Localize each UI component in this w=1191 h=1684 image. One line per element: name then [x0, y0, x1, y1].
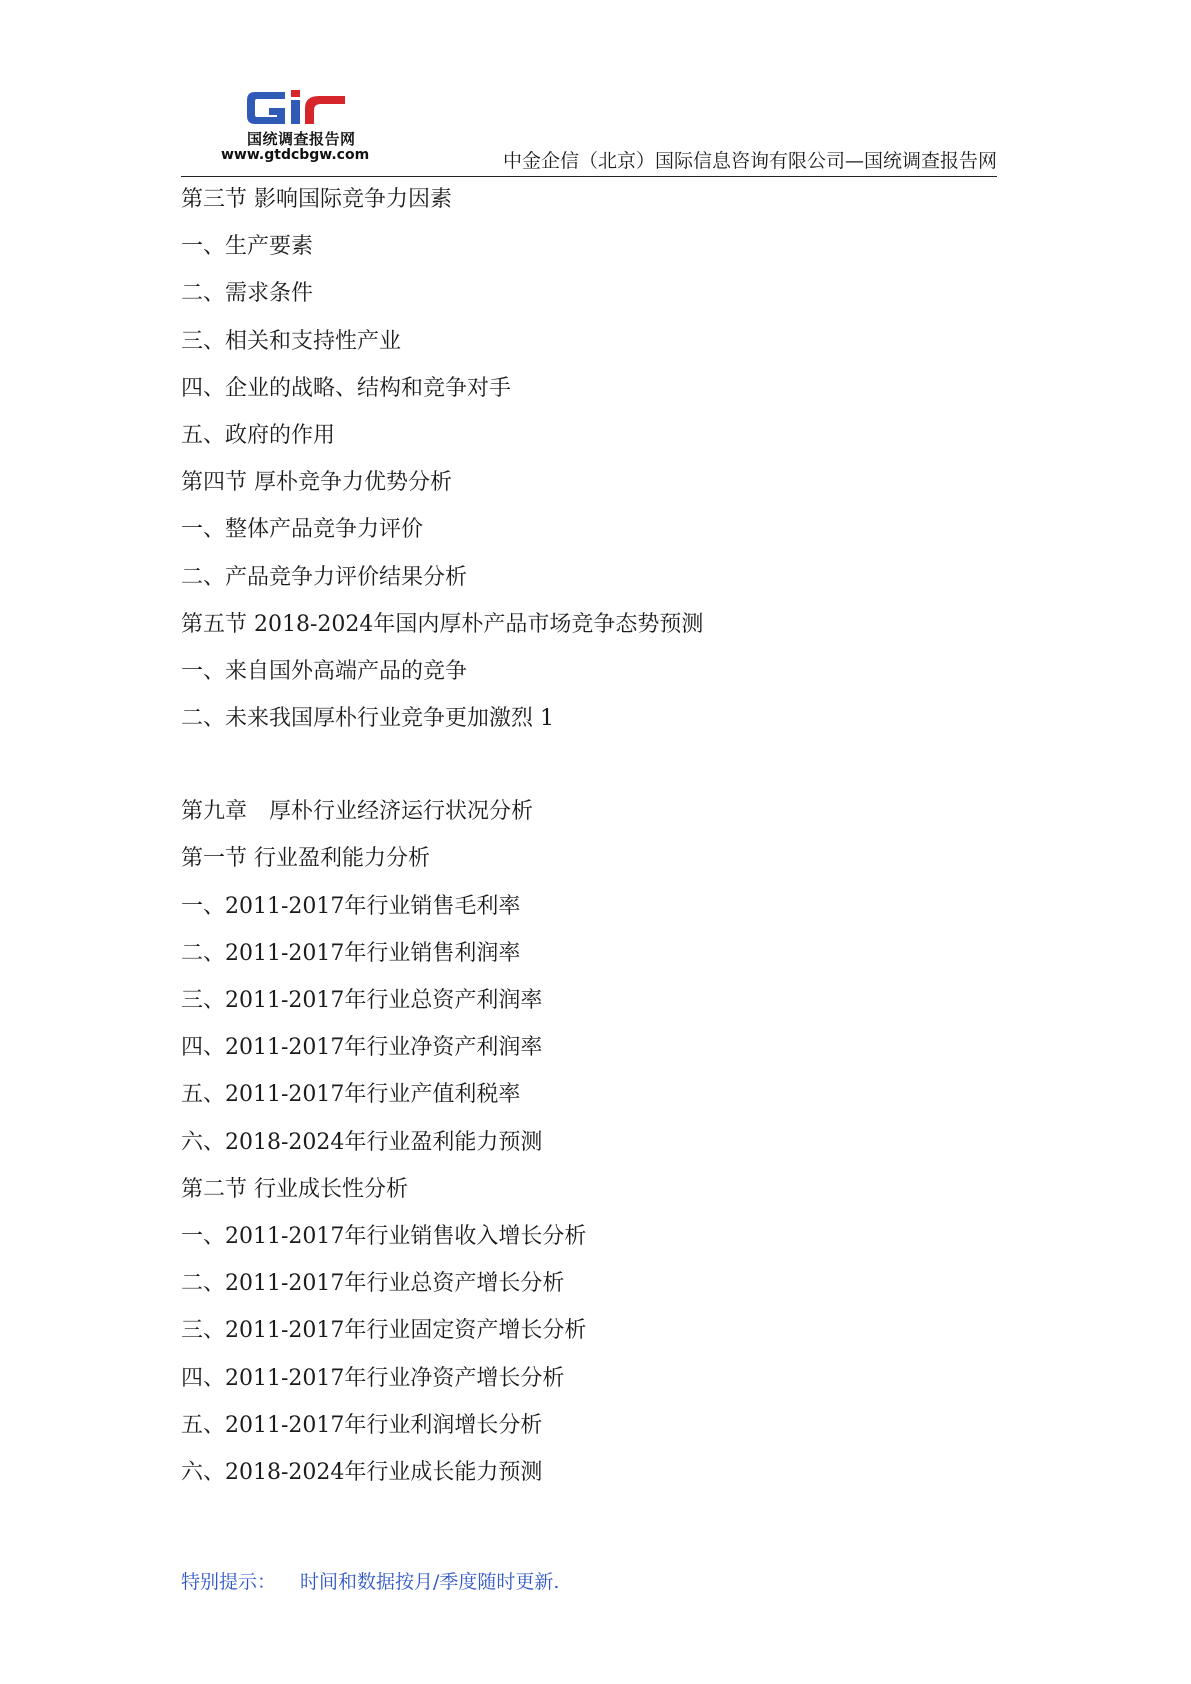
toc-line: 第三节 影响国际竞争力因素	[181, 187, 452, 212]
toc-line: 三、相关和支持性产业	[181, 328, 402, 354]
toc-line: 二、2011-2017年行业销售利润率	[181, 940, 521, 966]
company-name: 中金企信（北京）国际信息咨询有限公司—国统调查报告网	[502, 150, 997, 172]
table-of-contents	[181, 184, 1001, 1504]
logo-brand-name: 国统调查报告网	[247, 130, 356, 148]
notice-text: 时间和数据按月/季度随时更新.	[300, 1571, 560, 1593]
toc-line: 二、需求条件	[181, 281, 314, 307]
toc-line: 五、政府的作用	[181, 422, 336, 448]
toc-line: 二、产品竞争力评价结果分析	[181, 564, 468, 590]
company-logo	[221, 86, 381, 166]
toc-line: 一、生产要素	[181, 234, 314, 260]
toc-line: 一、来自国外高端产品的竞争	[181, 658, 468, 684]
section-spacer	[181, 750, 1001, 796]
toc-line: 一、2011-2017年行业销售收入增长分析	[181, 1223, 587, 1249]
gir-logo-icon	[241, 86, 351, 130]
page-header	[181, 80, 997, 177]
toc-line: 二、未来我国厚朴行业竞争更加激烈 1	[181, 706, 554, 732]
toc-line: 五、2011-2017年行业利润增长分析	[181, 1412, 543, 1438]
special-notice	[181, 1567, 559, 1594]
toc-line: 二、2011-2017年行业总资产增长分析	[181, 1271, 565, 1297]
toc-line: 一、整体产品竞争力评价	[181, 517, 424, 543]
chapter-heading: 第九章 厚朴行业经济运行状况分析	[181, 799, 534, 825]
toc-line: 一、2011-2017年行业销售毛利率	[181, 893, 521, 919]
toc-line: 四、企业的战略、结构和竞争对手	[181, 375, 512, 401]
toc-line: 五、2011-2017年行业产值利税率	[181, 1082, 521, 1108]
toc-line: 六、2018-2024年行业盈利能力预测	[181, 1129, 543, 1155]
toc-line: 四、2011-2017年行业净资产利润率	[181, 1035, 543, 1061]
toc-line: 第四节 厚朴竞争力优势分析	[181, 470, 452, 496]
toc-line: 三、2011-2017年行业固定资产增长分析	[181, 1318, 587, 1344]
toc-line: 第一节 行业盈利能力分析	[181, 846, 430, 872]
toc-line: 四、2011-2017年行业净资产增长分析	[181, 1365, 565, 1391]
toc-line: 第五节 2018-2024年国内厚朴产品市场竞争态势预测	[181, 611, 704, 637]
logo-url: www.gtdcbgw.com	[221, 147, 370, 163]
notice-label: 特别提示：	[181, 1571, 277, 1593]
toc-line: 六、2018-2024年行业成长能力预测	[181, 1459, 543, 1485]
toc-line: 三、2011-2017年行业总资产利润率	[181, 988, 543, 1013]
toc-line: 第二节 行业成长性分析	[181, 1176, 408, 1202]
